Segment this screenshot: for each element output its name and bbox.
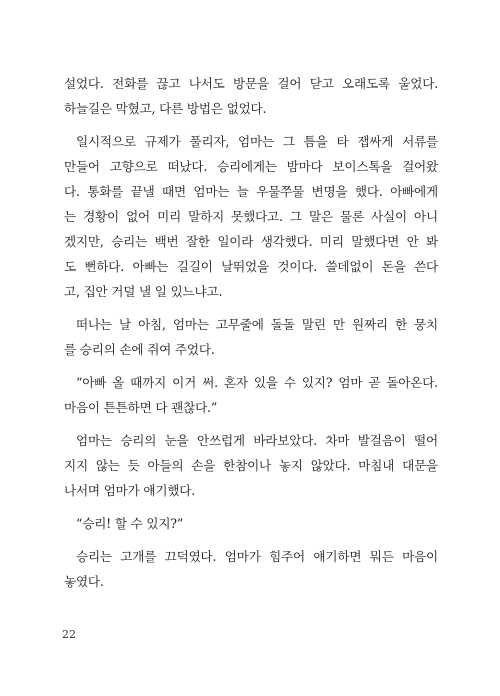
text-line: 나서며 엄마가 얘기했다.: [64, 483, 196, 498]
text-line: 일시적으로 규제가 풀리자, 엄마는 그 틈을 타 잽싸게 서류를: [76, 134, 438, 149]
text-line: 겠지만, 승리는 백번 잘한 일이라 생각했다. 미리 말했다면 안 봐: [64, 234, 438, 249]
text-line: 엄마는 승리의 눈을 안쓰럽게 바라보았다. 차마 발걸음이 떨어: [76, 433, 438, 448]
paragraph-5: [64, 428, 438, 503]
text-line: 다. 통화를 끝낼 때면 엄마는 늘 우물쭈물 변명을 했다. 아빠에게: [64, 184, 438, 199]
paragraph-4-dialogue: [64, 370, 438, 420]
text-line: 고, 집안 거덜 낼 일 있느냐고.: [64, 284, 223, 299]
paragraph-6-dialogue: [64, 511, 438, 536]
text-line: 도 뻔하다. 아빠는 길길이 날뛰었을 것이다. 쓸데없이 돈을 쓴다: [64, 259, 438, 274]
paragraph-7: [64, 544, 438, 594]
text-line: 를 승리의 손에 쥐여 주었다.: [64, 342, 215, 357]
page-number: 22: [62, 628, 76, 641]
text-line: 마음이 튼튼하면 다 괜찮다.”: [64, 400, 218, 415]
text-line: 지지 않는 듯 아들의 손을 한참이나 놓지 않았다. 마침내 대문을: [64, 458, 438, 473]
text-line: 놓였다.: [64, 574, 104, 589]
text-line: 는 경황이 없어 미리 말하지 못했다고. 그 말은 물론 사실이 아니: [64, 209, 438, 224]
text-line: “아빠 올 때까지 이거 써. 혼자 있을 수 있지? 엄마 곧 돌아온다.: [76, 375, 438, 390]
text-line: “승리! 할 수 있지?”: [76, 516, 184, 531]
text-line: 하늘길은 막혔고, 다른 방법은 없었다.: [64, 101, 267, 116]
body-text: [64, 71, 438, 602]
text-line: 설었다. 전화를 끊고 나서도 방문을 걸어 닫고 오래도록 울었다.: [64, 76, 438, 91]
text-line: 승리는 고개를 끄덕였다. 엄마가 힘주어 얘기하면 뭐든 마음이: [76, 549, 438, 564]
text-line: 만들어 고향으로 떠났다. 승리에게는 밤마다 보이스톡을 걸어왔: [64, 159, 438, 174]
text-line: 떠나는 날 아침, 엄마는 고무줄에 돌돌 말린 만 원짜리 한 뭉치: [76, 317, 438, 332]
paragraph-2: [64, 129, 438, 304]
paragraph-3: [64, 312, 438, 362]
paragraph-1: [64, 71, 438, 121]
